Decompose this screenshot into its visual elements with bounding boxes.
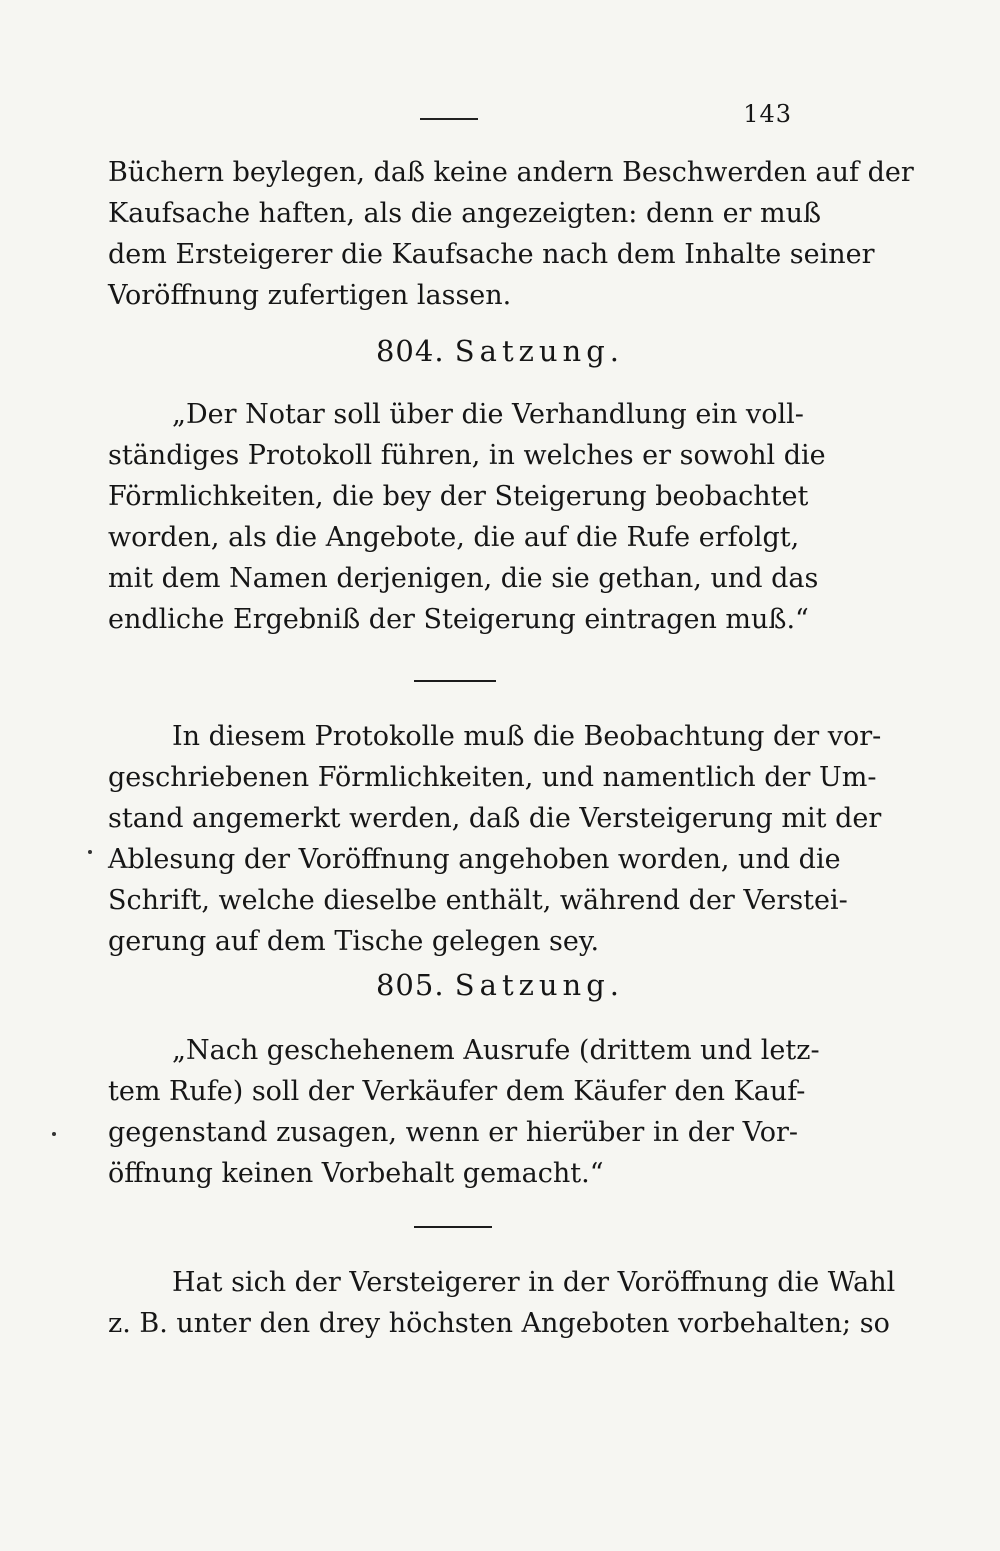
statute-text-804 <box>108 394 826 640</box>
text-line: Voröffnung zufertigen lassen. <box>108 280 512 311</box>
print-speck <box>88 850 92 854</box>
text-line: „Der Notar soll über die Verhandlung ein voll- <box>172 399 804 430</box>
text-line: geschriebenen Förmlichkeiten, und namentlich der Um- <box>108 762 877 793</box>
text-line: dem Ersteigerer die Kaufsache nach dem Inhalte seiner <box>108 239 875 270</box>
text-line: Ablesung der Voröffnung angehoben worden, und die <box>108 844 841 875</box>
text-line: Hat sich der Versteigerer in der Voröffnung die Wahl <box>172 1267 896 1298</box>
text-line: endliche Ergebniß der Steigerung eintragen muß.“ <box>108 604 809 635</box>
section-number: 805. <box>375 968 445 1002</box>
commentary-804 <box>108 716 882 962</box>
text-line: gegenstand zusagen, wenn er hierüber in der Vor- <box>108 1117 798 1148</box>
text-line: „Nach geschehenem Ausrufe (drittem und letz- <box>172 1035 820 1066</box>
section-divider <box>414 680 496 682</box>
text-line: mit dem Namen derjenigen, die sie gethan, und das <box>108 563 819 594</box>
text-line: Kaufsache haften, als die angezeigten: denn er muß <box>108 198 822 229</box>
text-line: tem Rufe) soll der Verkäufer dem Käufer den Kauf- <box>108 1076 806 1107</box>
paragraph-continuation <box>108 152 914 316</box>
header-rule <box>420 118 478 120</box>
running-header <box>108 100 792 136</box>
text-line: ständiges Protokoll führen, in welches er sowohl die <box>108 440 826 471</box>
print-speck <box>52 1132 56 1136</box>
text-line: Förmlichkeiten, die bey der Steigerung beobachtet <box>108 481 809 512</box>
text-line: In diesem Protokolle muß die Beobachtung der vor- <box>172 721 882 752</box>
text-line: gerung auf dem Tische gelegen sey. <box>108 926 600 957</box>
statute-text-805 <box>108 1030 820 1194</box>
section-heading-805 <box>0 968 1000 1002</box>
text-line: Büchern beylegen, daß keine andern Beschwerden auf der <box>108 157 914 188</box>
commentary-805 <box>108 1262 896 1344</box>
text-line: worden, als die Angebote, die auf die Rufe erfolgt, <box>108 522 800 553</box>
section-title: Satzung. <box>454 968 625 1002</box>
section-heading-804 <box>0 334 1000 368</box>
text-line: stand angemerkt werden, daß die Versteigerung mit der <box>108 803 882 834</box>
section-number: 804. <box>375 334 445 368</box>
page-number: 143 <box>743 100 792 128</box>
section-divider <box>414 1226 492 1228</box>
section-title: Satzung. <box>454 334 625 368</box>
text-line: Schrift, welche dieselbe enthält, während der Verstei- <box>108 885 848 916</box>
text-line: öffnung keinen Vorbehalt gemacht.“ <box>108 1158 604 1189</box>
text-line: z. B. unter den drey höchsten Angeboten vorbehalten; so <box>108 1308 890 1339</box>
